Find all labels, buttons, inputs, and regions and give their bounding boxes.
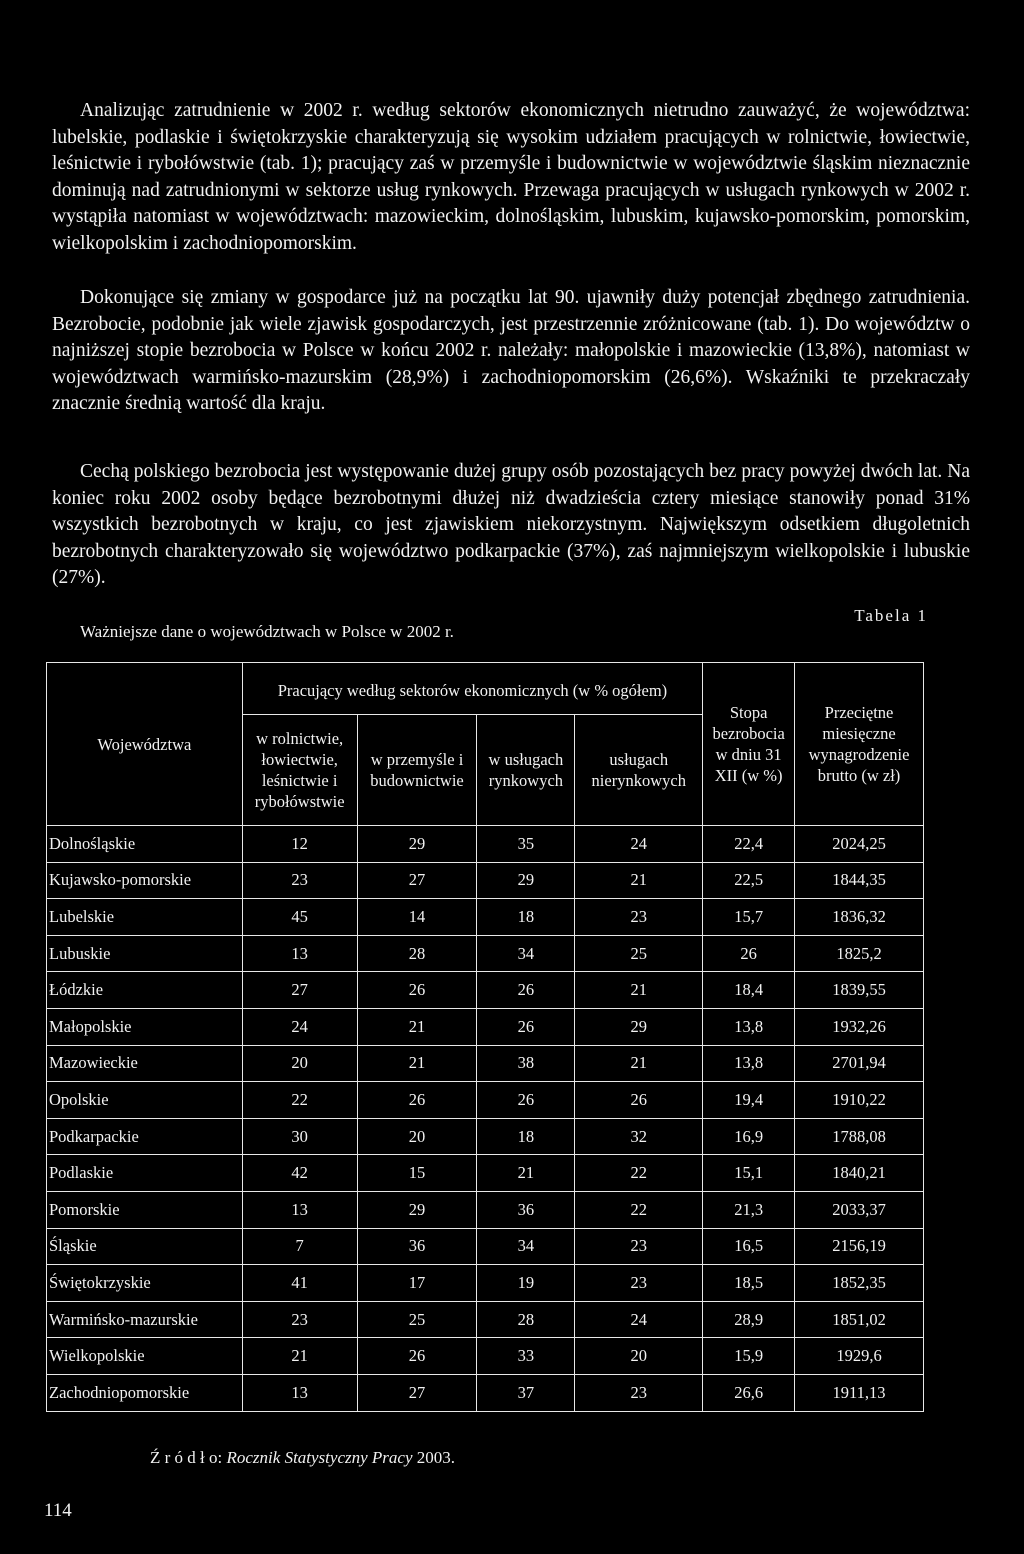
table-row (47, 1045, 924, 1082)
value-cell: 20 (242, 1045, 357, 1082)
region-name-cell: Łódzkie (47, 972, 243, 1009)
value-cell: 23 (575, 1374, 703, 1411)
value-cell: 30 (242, 1118, 357, 1155)
value-cell: 13 (242, 1374, 357, 1411)
value-cell: 26 (477, 1082, 575, 1119)
table-row (47, 972, 924, 1009)
value-cell: 1788,08 (795, 1118, 924, 1155)
table-title: Ważniejsze dane o województwach w Polsce w 2002 r. (80, 622, 454, 641)
value-cell: 25 (575, 935, 703, 972)
table-row (47, 1155, 924, 1192)
region-name-cell: Podlaskie (47, 1155, 243, 1192)
region-name-cell: Lubuskie (47, 935, 243, 972)
paragraph-long-term-unemployment (52, 459, 970, 592)
region-name-cell: Dolnośląskie (47, 826, 243, 863)
value-cell: 22,5 (703, 862, 795, 899)
value-cell: 26 (575, 1082, 703, 1119)
value-cell: 32 (575, 1118, 703, 1155)
table-label: Tabela 1 (854, 606, 928, 625)
paragraph-unemployment (52, 285, 970, 418)
source-note (150, 1448, 455, 1468)
value-cell: 21 (575, 972, 703, 1009)
region-name-cell: Wielkopolskie (47, 1338, 243, 1375)
value-cell: 15,7 (703, 899, 795, 936)
table-row (47, 1082, 924, 1119)
region-name-cell: Świętokrzyskie (47, 1265, 243, 1302)
value-cell: 1844,35 (795, 862, 924, 899)
table-row (47, 862, 924, 899)
header-unemployment-rate: Stopa bezrobocia w dniu 31 XII (w %) (703, 663, 795, 826)
value-cell: 27 (242, 972, 357, 1009)
table-row (47, 826, 924, 863)
value-cell: 23 (242, 1301, 357, 1338)
value-cell: 2033,37 (795, 1191, 924, 1228)
value-cell: 21 (575, 862, 703, 899)
value-cell: 18 (477, 899, 575, 936)
table-row (47, 1338, 924, 1375)
table-body (47, 826, 924, 1412)
value-cell: 1825,2 (795, 935, 924, 972)
value-cell: 2701,94 (795, 1045, 924, 1082)
region-name-cell: Śląskie (47, 1228, 243, 1265)
region-name-cell: Zachodniopomorskie (47, 1374, 243, 1411)
value-cell: 1839,55 (795, 972, 924, 1009)
value-cell: 21,3 (703, 1191, 795, 1228)
region-name-cell: Lubelskie (47, 899, 243, 936)
value-cell: 19 (477, 1265, 575, 1302)
region-name-cell: Pomorskie (47, 1191, 243, 1228)
value-cell: 15 (357, 1155, 477, 1192)
value-cell: 13,8 (703, 1045, 795, 1082)
value-cell: 21 (477, 1155, 575, 1192)
value-cell: 16,5 (703, 1228, 795, 1265)
value-cell: 28 (357, 935, 477, 972)
source-year: 2003. (416, 1448, 455, 1467)
value-cell: 26 (703, 935, 795, 972)
value-cell: 1851,02 (795, 1301, 924, 1338)
value-cell: 25 (357, 1301, 477, 1338)
value-cell: 24 (575, 826, 703, 863)
value-cell: 27 (357, 862, 477, 899)
value-cell: 29 (357, 826, 477, 863)
value-cell: 26 (477, 1008, 575, 1045)
value-cell: 12 (242, 826, 357, 863)
value-cell: 18 (477, 1118, 575, 1155)
value-cell: 7 (242, 1228, 357, 1265)
value-cell: 35 (477, 826, 575, 863)
value-cell: 28,9 (703, 1301, 795, 1338)
value-cell: 22 (575, 1191, 703, 1228)
value-cell: 18,5 (703, 1265, 795, 1302)
value-cell: 20 (357, 1118, 477, 1155)
table-row (47, 899, 924, 936)
value-cell: 33 (477, 1338, 575, 1375)
value-cell: 23 (575, 1265, 703, 1302)
page-number: 114 (44, 1500, 72, 1521)
region-name-cell: Warmińsko-mazurskie (47, 1301, 243, 1338)
value-cell: 13 (242, 1191, 357, 1228)
value-cell: 21 (242, 1338, 357, 1375)
source-title: Rocznik Statystyczny Pracy (226, 1448, 413, 1467)
value-cell: 1911,13 (795, 1374, 924, 1411)
value-cell: 29 (357, 1191, 477, 1228)
header-average-wage: Przeciętne miesięczne wynagrodzenie brutto (w zł) (795, 663, 924, 826)
value-cell: 24 (575, 1301, 703, 1338)
table-row (47, 1008, 924, 1045)
table-row (47, 1374, 924, 1411)
paragraph-employment (52, 98, 970, 258)
region-name-cell: Mazowieckie (47, 1045, 243, 1082)
value-cell: 15,9 (703, 1338, 795, 1375)
value-cell: 22 (242, 1082, 357, 1119)
value-cell: 13 (242, 935, 357, 972)
value-cell: 24 (242, 1008, 357, 1045)
value-cell: 26 (357, 1338, 477, 1375)
region-name-cell: Kujawsko-pomorskie (47, 862, 243, 899)
paragraph-text: Cechą polskiego bezrobocia jest występowanie dużej grupy osób pozostających bez pracy powyżej dwóch lat. Na koniec roku 2002 osoby będące bezrobotnymi dłużej niż dwadzieścia cztery miesiące stanowiły ponad 31% wszystkich bezrobotnych w kraju, co jest zjawiskiem niekorzystnym. Największym odsetkiem długoletnich bezrobotnych charakteryzowało się województwo podkarpackie (37%), zaś najmniejszym wielkopolskie i lubuskie (27%). (52, 461, 970, 589)
value-cell: 26 (357, 972, 477, 1009)
value-cell: 23 (575, 1228, 703, 1265)
value-cell: 29 (477, 862, 575, 899)
value-cell: 23 (242, 862, 357, 899)
value-cell: 2156,19 (795, 1228, 924, 1265)
value-cell: 17 (357, 1265, 477, 1302)
value-cell: 19,4 (703, 1082, 795, 1119)
value-cell: 1929,6 (795, 1338, 924, 1375)
value-cell: 1910,22 (795, 1082, 924, 1119)
value-cell: 41 (242, 1265, 357, 1302)
table-row (47, 1265, 924, 1302)
value-cell: 2024,25 (795, 826, 924, 863)
table-row (47, 1191, 924, 1228)
header-region: Województwa (47, 663, 243, 826)
value-cell: 15,1 (703, 1155, 795, 1192)
region-name-cell: Podkarpackie (47, 1118, 243, 1155)
header-sector-group: Pracujący według sektorów ekonomicznych (w % ogółem) (242, 663, 702, 715)
value-cell: 26 (477, 972, 575, 1009)
header-industry: w przemyśle i budownictwie (357, 715, 477, 826)
value-cell: 36 (357, 1228, 477, 1265)
value-cell: 22 (575, 1155, 703, 1192)
value-cell: 1836,32 (795, 899, 924, 936)
value-cell: 37 (477, 1374, 575, 1411)
table-row (47, 935, 924, 972)
value-cell: 1852,35 (795, 1265, 924, 1302)
value-cell: 29 (575, 1008, 703, 1045)
value-cell: 21 (357, 1045, 477, 1082)
value-cell: 23 (575, 899, 703, 936)
value-cell: 14 (357, 899, 477, 936)
value-cell: 1932,26 (795, 1008, 924, 1045)
value-cell: 26 (357, 1082, 477, 1119)
value-cell: 45 (242, 899, 357, 936)
value-cell: 38 (477, 1045, 575, 1082)
value-cell: 21 (575, 1045, 703, 1082)
value-cell: 27 (357, 1374, 477, 1411)
header-nonmarket-services: usługach nierynkowych (575, 715, 703, 826)
paragraph-text: Dokonujące się zmiany w gospodarce już na początku lat 90. ujawniły duży potencjał zbędnego zatrudnienia. Bezrobocie, podobnie jak wiele zjawisk gospodarczych, jest przestrzennie zróżnicowane (tab. 1). Do województw o najniższej stopie bezrobocia w Polsce w końcu 2002 r. należały: małopolskie i mazowieckie (13,8%), natomiast w województwach warmińsko-mazurskim (28,9%) i zachodniopomorskim (26,6%). Wskaźniki te przekraczały znacznie średnią wartość dla kraju. (52, 287, 970, 415)
value-cell: 21 (357, 1008, 477, 1045)
table-row (47, 1228, 924, 1265)
region-name-cell: Opolskie (47, 1082, 243, 1119)
value-cell: 36 (477, 1191, 575, 1228)
value-cell: 42 (242, 1155, 357, 1192)
value-cell: 22,4 (703, 826, 795, 863)
value-cell: 13,8 (703, 1008, 795, 1045)
value-cell: 34 (477, 935, 575, 972)
source-label: Ź r ó d ł o: (150, 1448, 223, 1467)
value-cell: 16,9 (703, 1118, 795, 1155)
voivodeship-data-table (46, 662, 924, 1412)
value-cell: 26,6 (703, 1374, 795, 1411)
region-name-cell: Małopolskie (47, 1008, 243, 1045)
table-row (47, 1118, 924, 1155)
value-cell: 28 (477, 1301, 575, 1338)
paragraph-text: Analizując zatrudnienie w 2002 r. według sektorów ekonomicznych nietrudno zauważyć, że województwa: lubelskie, podlaskie i świętokrzyskie charakteryzują się wysokim udziałem pracujących w rolnictwie, łowiectwie, leśnictwie i rybołówstwie (tab. 1); pracujący zaś w przemyśle i budownictwie w województwie śląskim nieznacznie dominują nad zatrudnionymi w sektorze usług rynkowych. Przewaga pracujących w usługach rynkowych w 2002 r. wystąpiła natomiast w województwach: mazowieckim, dolnośląskim, lubuskim, kujawsko-pomorskim, pomorskim, wielkopolskim i zachodniopomorskim. (52, 100, 970, 254)
header-market-services: w usługach rynkowych (477, 715, 575, 826)
value-cell: 34 (477, 1228, 575, 1265)
value-cell: 18,4 (703, 972, 795, 1009)
header-agriculture: w rolnictwie, łowiectwie, leśnictwie i rybołówstwie (242, 715, 357, 826)
value-cell: 1840,21 (795, 1155, 924, 1192)
table-row (47, 1301, 924, 1338)
value-cell: 20 (575, 1338, 703, 1375)
